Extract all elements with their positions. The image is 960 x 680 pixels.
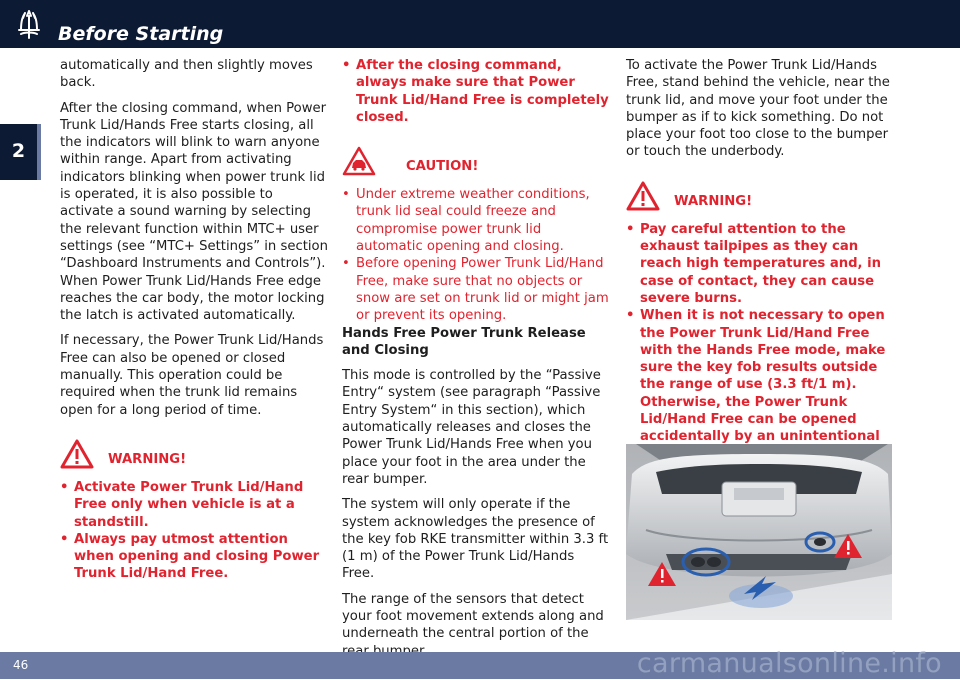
page-header-title: Before Starting bbox=[58, 23, 224, 45]
car-rear-image bbox=[626, 444, 892, 620]
rear-bumper-illustration bbox=[626, 444, 892, 620]
caution-item: • Under extreme weather conditions, trunk lid seal could freeze and compromise power trunk lid automatic opening and closing. bbox=[342, 186, 610, 255]
warning-item: • Activate Power Trunk Lid/Hand Free only when vehicle is at a standstill. bbox=[60, 479, 328, 531]
warning-heading bbox=[626, 181, 898, 217]
paragraph: This mode is controlled by the “Passive Entry“ system (see paragraph “Passive Entry System“ in this section), which automatically releases and closes the Power Trunk Lid/Hands Free when you place your foot in the area under the rear bumper. bbox=[342, 368, 601, 487]
warning-list bbox=[626, 221, 898, 463]
paragraph: After the closing command, when Power Trunk Lid/Hands Free starts closing, all the indicators will blink to warn anyone within range. Apart from activating indicators blinking when power trunk lid is operated, it is also possible to activate a sound warning by selecting the relevant function within MTC+ user settings (see “MTC+ Settings” in section “Dashboard Instruments and Controls”). When Power Trunk Lid/Hands Free edge reaches the car body, the motor locking the latch is activated automatically. bbox=[60, 100, 328, 324]
warning-item: • When it is not necessary to open the Power Trunk Lid/Hand Free with the Hands Free mode, make sure the key fob results outside the range of use (3.3 ft/1 m). Otherwise, the Power Trunk Lid/Hand Free can be opened accidentally by an unintentional bbox=[626, 307, 898, 463]
section-subheading: Hands Free Power Trunk Release and Closing bbox=[342, 325, 586, 358]
trident-logo-icon bbox=[12, 8, 46, 40]
caution-car-icon bbox=[342, 146, 376, 176]
caution-list bbox=[342, 186, 610, 324]
page-number: 46 bbox=[13, 658, 29, 672]
warning-triangle-icon bbox=[60, 439, 94, 469]
caution-item: • Before opening Power Trunk Lid/Hand Free, make sure that no objects or snow are set on trunk lid or might jam or prevent its opening. bbox=[342, 255, 610, 324]
column-2 bbox=[342, 57, 610, 668]
paragraph: To activate the Power Trunk Lid/Hands Free, stand behind the vehicle, near the trunk lid, and move your foot under the bumper as if to kick something. Do not place your foot too close to the bumper or touch the underbody. bbox=[626, 58, 890, 160]
warning-item: • After the closing command, always make sure that Power Trunk Lid/Hand Free is completely closed. bbox=[342, 57, 610, 126]
warning-item: • Pay careful attention to the exhaust tailpipes as they can reach high temperatures and, in case of contact, they can cause severe burns. bbox=[626, 221, 898, 307]
paragraph: automatically and then slightly moves back. bbox=[60, 58, 313, 91]
chapter-number: 2 bbox=[11, 140, 26, 162]
warning-label: WARNING! bbox=[674, 193, 753, 209]
paragraph: The system will only operate if the system acknowledges the presence of the key fob RKE transmitter within 3.3 ft (1 m) of the Power Trunk Lid/Hands Free. bbox=[342, 497, 609, 582]
warning-list bbox=[342, 57, 610, 126]
chapter-tab bbox=[0, 124, 41, 180]
warning-list bbox=[60, 479, 328, 583]
warning-label: WARNING! bbox=[108, 451, 187, 467]
column-3 bbox=[626, 57, 898, 463]
watermark: carmanualsonline.info bbox=[636, 648, 942, 679]
column-1 bbox=[60, 57, 328, 583]
paragraph: The range of the sensors that detect your foot movement extends along and underneath the central portion of the bbox=[342, 591, 604, 642]
warning-heading bbox=[60, 439, 328, 475]
paragraph: If necessary, the Power Trunk Lid/Hands Free can also be opened or closed manually. This operation could be required when the trunk lid remains open for a long period of time. bbox=[60, 333, 324, 418]
header-bar bbox=[0, 0, 960, 48]
caution-label: CAUTION! bbox=[406, 159, 479, 175]
warning-item: • Always pay utmost attention when opening and closing Power Trunk Lid/Hand Free. bbox=[60, 531, 328, 583]
warning-triangle-icon bbox=[626, 181, 660, 211]
caution-heading bbox=[342, 146, 610, 182]
